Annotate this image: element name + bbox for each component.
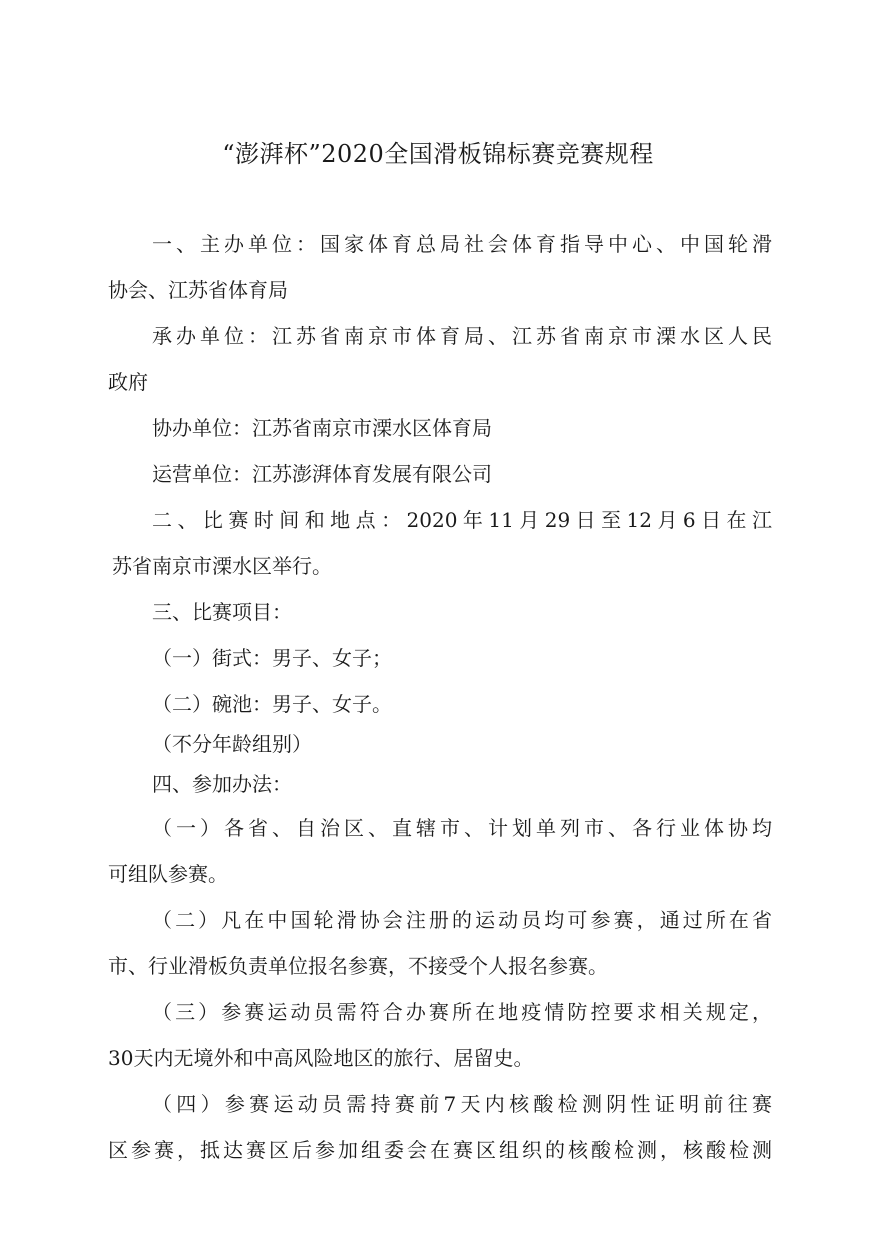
operator-line: 运营单位：江苏澎湃体育发展有限公司 xyxy=(152,462,492,486)
document-title: “澎湃杯”2020全国滑板锦标赛竞赛规程 xyxy=(222,140,654,168)
time-place-line-2: 苏省南京市溧水区举行。 xyxy=(112,554,332,578)
participation-item-2-line-1: （二）凡在中国轮滑协会注册的运动员均可参赛，通过所在省 xyxy=(152,908,772,932)
undertaker-line-1: 承办单位：江苏省南京市体育局、江苏省南京市溧水区人民 xyxy=(152,324,772,348)
events-heading: 三、比赛项目： xyxy=(152,600,292,624)
co-organizer-line: 协办单位：江苏省南京市溧水区体育局 xyxy=(152,416,492,440)
organizer-line-2: 协会、江苏省体育局 xyxy=(108,278,288,302)
participation-item-3-line-1: （三）参赛运动员需符合办赛所在地疫情防控要求相关规定， xyxy=(152,1000,772,1024)
participation-item-4-line-2: 区参赛，抵达赛区后参加组委会在赛区组织的核酸检测，核酸检测 xyxy=(108,1138,772,1162)
participation-item-3-line-2: 30天内无境外和中高风险地区的旅行、居留史。 xyxy=(108,1046,534,1070)
participation-item-4-line-1: （四）参赛运动员需持赛前7天内核酸检测阴性证明前往赛 xyxy=(152,1092,772,1116)
participation-item-1-line-2: 可组队参赛。 xyxy=(108,862,228,886)
participation-heading: 四、参加办法： xyxy=(152,772,292,796)
organizer-line-1: 一、主办单位：国家体育总局社会体育指导中心、中国轮滑 xyxy=(152,232,772,256)
event-bowl: （二）碗池：男子、女子。 xyxy=(152,692,392,716)
undertaker-line-2: 政府 xyxy=(108,370,148,394)
participation-item-1-line-1: （一）各省、自治区、直辖市、计划单列市、各行业体协均 xyxy=(152,816,772,840)
no-age-group-note: （不分年龄组别） xyxy=(152,732,312,756)
participation-item-2-line-2: 市、行业滑板负责单位报名参赛，不接受个人报名参赛。 xyxy=(108,954,608,978)
time-place-line-1: 二、比赛时间和地点：2020年11月29日至12月6日在江 xyxy=(152,508,772,532)
event-street: （一）街式：男子、女子； xyxy=(152,646,392,670)
